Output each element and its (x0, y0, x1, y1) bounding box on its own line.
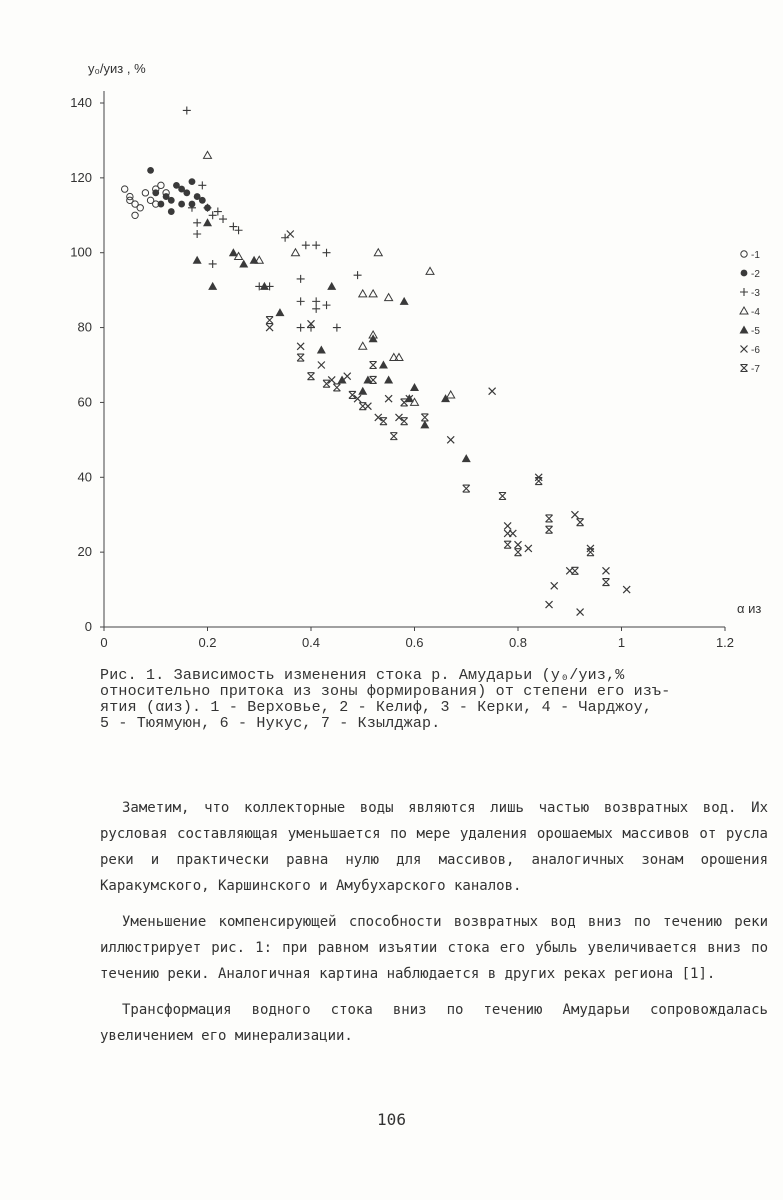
data-point-series-4 (369, 290, 377, 297)
y-tick-label: 80 (77, 319, 92, 335)
data-point-series-6 (297, 343, 304, 350)
legend-marker-7 (741, 365, 748, 372)
legend (740, 250, 761, 375)
paragraph: Уменьшение компенсирующей способности возвратных вод вниз по течению реки иллюстрирует рис. 1: при равном изъятии стока его убыль увеличивается вниз по течению реки. Аналогичная картина наблюдается в других реках региона [1]. (100, 914, 768, 982)
data-point-series-4 (204, 151, 212, 158)
axes (100, 91, 725, 631)
data-point-series-7 (297, 354, 304, 361)
data-point-series-7 (535, 478, 542, 485)
data-point-series-7 (380, 418, 387, 425)
data-point-series-7 (463, 485, 470, 492)
data-point-series-3 (235, 226, 243, 234)
legend-label-4: -4 (751, 307, 760, 318)
caption-line: Рис. 1. Зависимость изменения стока р. Амударьи (y₀/yиз,% (100, 667, 625, 684)
data-point-series-2 (147, 167, 154, 174)
data-point-series-1 (132, 212, 138, 218)
data-point-series-3 (323, 249, 331, 257)
data-point-series-6 (515, 541, 522, 548)
data-point-series-3 (312, 297, 320, 305)
data-point-series-4 (447, 391, 455, 398)
data-point-series-6 (602, 567, 609, 574)
data-point-series-7 (349, 391, 356, 398)
data-point-series-3 (312, 241, 320, 249)
legend-label-2: -2 (751, 269, 760, 280)
y-tick-label: 60 (77, 394, 92, 410)
data-point-series-6 (551, 582, 558, 589)
data-point-series-5 (462, 454, 471, 462)
data-point-series-5 (208, 282, 217, 290)
legend-label-3: -3 (751, 288, 760, 299)
data-point-series-7 (421, 414, 428, 421)
data-point-series-3 (333, 324, 341, 332)
data-point-series-5 (317, 346, 326, 354)
page-number: 106 (377, 1110, 406, 1129)
paragraph: Заметим, что коллекторные воды являются лишь частью возвратных вод. Их русловая составляющая уменьшается по мере удаления орошаемых массивов от русла реки и практически равна нулю для массивов, аналогичных зонам орошения Каракумского, Каршинского и Амубухарского каналов. (100, 800, 768, 894)
caption-line: ятия (αиз). 1 - Верховье, 2 - Келиф, 3 - Керки, 4 - Чарджоу, (100, 699, 653, 716)
data-point-series-7 (308, 373, 315, 380)
data-point-series-6 (546, 601, 553, 608)
data-point-series-4 (291, 249, 299, 256)
data-point-series-7 (602, 579, 609, 586)
x-tick-label: 0.4 (301, 635, 321, 650)
data-point-series-5 (239, 259, 248, 267)
data-point-series-6 (344, 373, 351, 380)
y-tick-label: 120 (70, 169, 92, 185)
caption-line: 5 - Тюямуюн, 6 - Нукус, 7 - Кзылджар. (100, 715, 441, 732)
data-point-series-7 (333, 384, 340, 391)
data-point-series-3 (183, 106, 191, 114)
x-axis-label: α из (737, 601, 762, 616)
x-tick-label: 0 (100, 635, 108, 650)
data-point-series-3 (198, 181, 206, 189)
data-point-series-5 (379, 361, 388, 369)
data-point-series-7 (370, 376, 377, 383)
data-point-series-7 (587, 549, 594, 556)
data-point-series-5 (275, 308, 284, 316)
data-point-series-7 (401, 399, 408, 406)
data-point-series-3 (302, 241, 310, 249)
tick-labels (70, 95, 734, 650)
data-point-series-4 (359, 290, 367, 297)
data-point-series-6 (577, 609, 584, 616)
data-point-series-6 (447, 436, 454, 443)
data-point-series-6 (504, 522, 511, 529)
caption-line: относительно притока из зоны формирования) от степени его изъ- (100, 683, 671, 700)
data-point-series-6 (287, 231, 294, 238)
data-point-series-7 (323, 380, 330, 387)
data-point-series-3 (312, 305, 320, 313)
y-axis-label: y₀/yиз , % (88, 61, 146, 76)
data-point-series-2 (199, 197, 206, 204)
data-point-series-5 (193, 256, 202, 264)
data-point-series-5 (410, 383, 419, 391)
data-point-series-7 (546, 526, 553, 533)
data-point-series-2 (152, 189, 159, 196)
data-point-series-2 (189, 178, 196, 185)
data-point-series-4 (426, 267, 434, 274)
data-point-series-2 (183, 189, 190, 196)
data-point-series-3 (297, 324, 305, 332)
data-point-series-3 (297, 275, 305, 283)
data-point-series-3 (219, 215, 227, 223)
x-tick-label: 1.2 (715, 635, 735, 650)
y-tick-label: 140 (70, 95, 92, 110)
data-point-series-3 (307, 324, 315, 332)
data-point-series-7 (390, 433, 397, 440)
body-text (100, 795, 768, 1059)
data-point-series-7 (370, 362, 377, 369)
data-point-series-3 (281, 234, 289, 242)
data-point-series-6 (504, 530, 511, 537)
data-point-series-3 (229, 223, 237, 231)
data-point-series-2 (158, 201, 165, 208)
data-point-series-3 (193, 230, 201, 238)
data-point-series-7 (515, 549, 522, 556)
x-tick-label: 1 (617, 635, 626, 650)
legend-marker-1 (741, 251, 747, 257)
legend-label-5: -5 (751, 326, 760, 337)
data-point-series-7 (266, 317, 273, 324)
x-tick-label: 0.2 (198, 635, 217, 650)
data-point-series-3 (209, 211, 217, 219)
x-tick-label: 0.6 (405, 635, 424, 650)
data-point-series-6 (318, 362, 325, 369)
data-point-series-4 (385, 294, 393, 301)
legend-marker-3 (740, 288, 748, 296)
figure-caption (100, 668, 770, 732)
y-tick-label: 40 (77, 469, 92, 485)
data-point-series-5 (420, 420, 429, 428)
legend-label-6: -6 (751, 345, 760, 356)
paragraph: Трансформация водного стока вниз по течению Амударьи сопровождалась увеличением его минерализации. (100, 1002, 768, 1044)
data-point-series-6 (489, 388, 496, 395)
data-point-series-6 (385, 395, 392, 402)
data-point-series-7 (359, 403, 366, 410)
data-point-series-2 (168, 208, 175, 215)
data-point-series-3 (209, 260, 217, 268)
data-point-series-7 (499, 493, 506, 500)
data-point-series-3 (354, 271, 362, 279)
data-point-series-7 (577, 519, 584, 526)
data-point-series-6 (525, 545, 532, 552)
data-point-series-6 (266, 324, 273, 331)
data-point-series-3 (323, 301, 331, 309)
legend-label-7: -7 (751, 364, 760, 375)
data-point-series-5 (338, 375, 347, 383)
legend-marker-4 (740, 307, 748, 314)
legend-marker-2 (741, 270, 748, 277)
data-point-series-3 (193, 219, 201, 227)
y-tick-label: 20 (77, 544, 92, 560)
data-point-series-3 (214, 208, 222, 216)
data-point-series-5 (358, 387, 367, 395)
legend-marker-6 (741, 346, 748, 353)
legend-marker-5 (740, 326, 749, 334)
data-point-series-7 (504, 541, 511, 548)
data-point-series-4 (359, 342, 367, 349)
data-point-series-1 (142, 190, 148, 196)
data-point-series-2 (178, 201, 185, 208)
legend-label-1: -1 (751, 250, 760, 261)
y-tick-label: 0 (84, 619, 92, 634)
data-point-series-5 (400, 297, 409, 305)
data-point-series-6 (623, 586, 630, 593)
data-point-series-7 (571, 567, 578, 574)
data-point-series-6 (571, 511, 578, 518)
data-point-series-1 (137, 205, 143, 211)
data-point-series-5 (327, 282, 336, 290)
y-tick-label: 100 (70, 244, 92, 260)
data-point-series-1 (122, 186, 128, 192)
data-point-series-3 (204, 204, 212, 212)
data-point-series-5 (203, 218, 212, 226)
data-point-series-2 (168, 197, 175, 204)
data-point-series-1 (127, 193, 133, 199)
data-point-series-5 (384, 375, 393, 383)
data-points (122, 106, 631, 615)
data-point-series-7 (546, 515, 553, 522)
x-tick-label: 0.8 (508, 635, 528, 650)
data-point-series-5 (229, 248, 238, 256)
data-point-series-4 (374, 249, 382, 256)
data-point-series-3 (297, 297, 305, 305)
data-point-series-7 (401, 418, 408, 425)
